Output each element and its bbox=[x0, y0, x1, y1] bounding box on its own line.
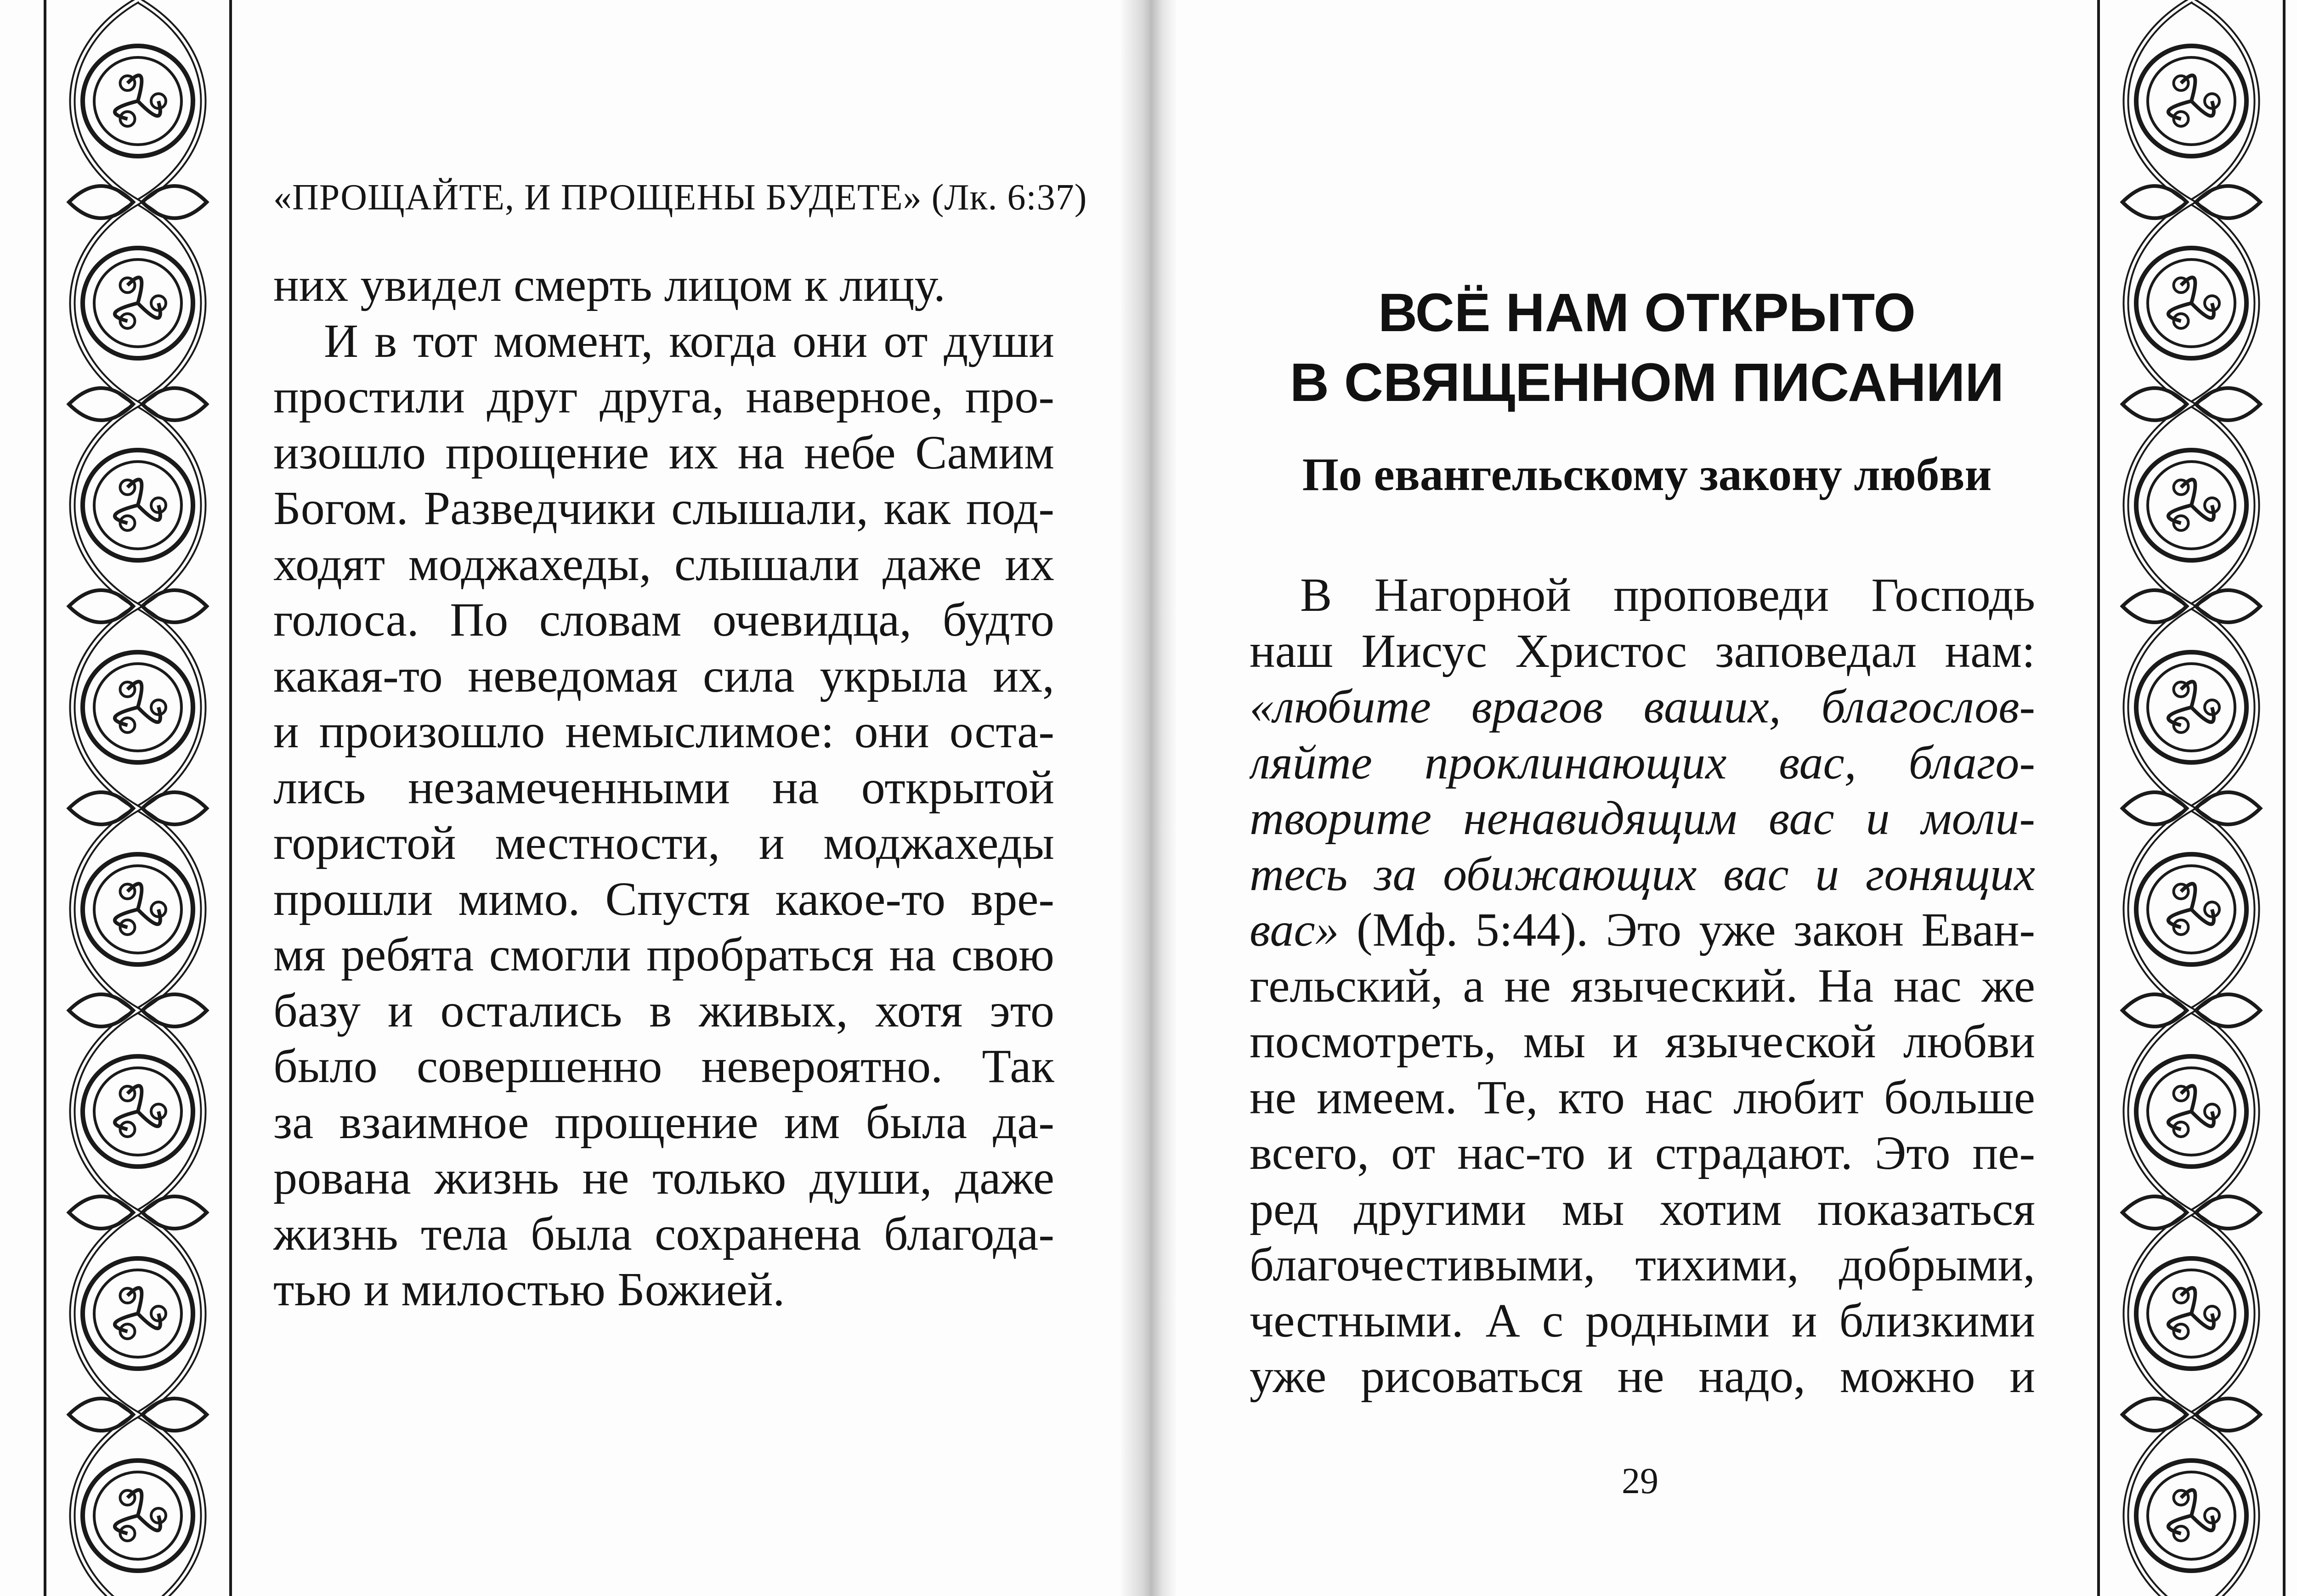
quote-italic: вас» bbox=[1250, 903, 1339, 956]
text-line: тесь за обижающих вас и гонящих bbox=[1250, 847, 2035, 901]
text-line: ляйте проклинающих вас, благо- bbox=[1250, 736, 2035, 789]
ornament-vine-icon bbox=[2095, 0, 2288, 1596]
text-line: них увидел смерть лицом к лицу. bbox=[273, 259, 946, 311]
text-line: гельский, а не языческий. На нас же bbox=[1250, 959, 2035, 1012]
right-body-text bbox=[1250, 567, 2035, 1404]
text-line: наш Иисус Христос заповедал нам: bbox=[1250, 624, 2035, 677]
chapter-title-line: В СВЯЩЕННОМ ПИСАНИИ bbox=[1290, 352, 2004, 413]
text-line: честными. А с родными и близкими bbox=[1250, 1294, 2035, 1347]
text-line: Богом. Разведчики слышали, как под- bbox=[273, 482, 1054, 535]
citation-text: (Мф. 5:44). Это уже закон Еван- bbox=[1339, 903, 2035, 956]
text-line: за взаимное прощение им была да- bbox=[273, 1095, 1054, 1149]
text-line: благочестивыми, тихими, добрыми, bbox=[1250, 1238, 2035, 1291]
text-line bbox=[1250, 902, 2035, 958]
text-line: и произошло немыслимое: они оста- bbox=[273, 705, 1054, 758]
text-line: ред другими мы хотим показаться bbox=[1250, 1182, 2035, 1235]
text-line: посмотреть, мы и языческой любви bbox=[1250, 1015, 2035, 1068]
chapter-title-line: ВСЁ НАМ ОТКРЫТО bbox=[1378, 282, 1916, 343]
text-line: «любите врагов ваших, благослов- bbox=[1250, 680, 2035, 733]
text-line: уже рисоваться не надо, можно и bbox=[1250, 1350, 2035, 1403]
text-line: ходят моджахеды, слышали даже их bbox=[273, 537, 1054, 591]
left-body-text bbox=[273, 257, 1054, 1318]
text-line: лись незамеченными на открытой bbox=[273, 761, 1054, 814]
text-line: было совершенно невероятно. Так bbox=[273, 1040, 1054, 1093]
text-line: прошли мимо. Спустя какое-то вре- bbox=[273, 872, 1054, 925]
text-line: голоса. По словам очевидца, будто bbox=[273, 593, 1054, 646]
text-line: творите ненавидящим вас и моли- bbox=[1250, 792, 2035, 845]
text-line: рована жизнь не только души, даже bbox=[273, 1151, 1054, 1204]
text-line: всего, от нас-то и страдают. Это пе- bbox=[1250, 1127, 2035, 1179]
text-line: изошло прощение их на небе Самим bbox=[273, 426, 1054, 479]
text-line: В Нагорной проповеди Господь bbox=[1300, 569, 2035, 621]
running-head: «ПРОЩАЙТЕ, И ПРОЩЕНЫ БУДЕТЕ» (Лк. 6:37) bbox=[273, 177, 1087, 218]
book-gutter bbox=[1121, 0, 1176, 1596]
chapter-title bbox=[1240, 278, 2054, 417]
text-line: И в тот момент, когда они от души bbox=[324, 314, 1054, 367]
page-number: 29 bbox=[1622, 1461, 1658, 1501]
text-line: тью и милостью Божией. bbox=[273, 1263, 785, 1316]
text-line: мя ребята смогли пробраться на свою bbox=[273, 928, 1054, 981]
ornamental-border-left bbox=[41, 0, 234, 1596]
ornament-vine-icon bbox=[41, 0, 234, 1596]
ornamental-border-right bbox=[2095, 0, 2288, 1596]
text-line: не имеем. Те, кто нас любит больше bbox=[1250, 1071, 2035, 1124]
text-line: гористой местности, и моджахеды bbox=[273, 817, 1054, 869]
text-line: жизнь тела была сохранена благода- bbox=[273, 1207, 1054, 1260]
text-line: какая-то неведомая сила укрыла их, bbox=[273, 649, 1054, 702]
section-subtitle: По евангельскому закону любви bbox=[1302, 449, 1992, 501]
text-line: простили друг друга, наверное, про- bbox=[273, 370, 1054, 423]
text-line: базу и остались в живых, хотя это bbox=[273, 984, 1054, 1037]
